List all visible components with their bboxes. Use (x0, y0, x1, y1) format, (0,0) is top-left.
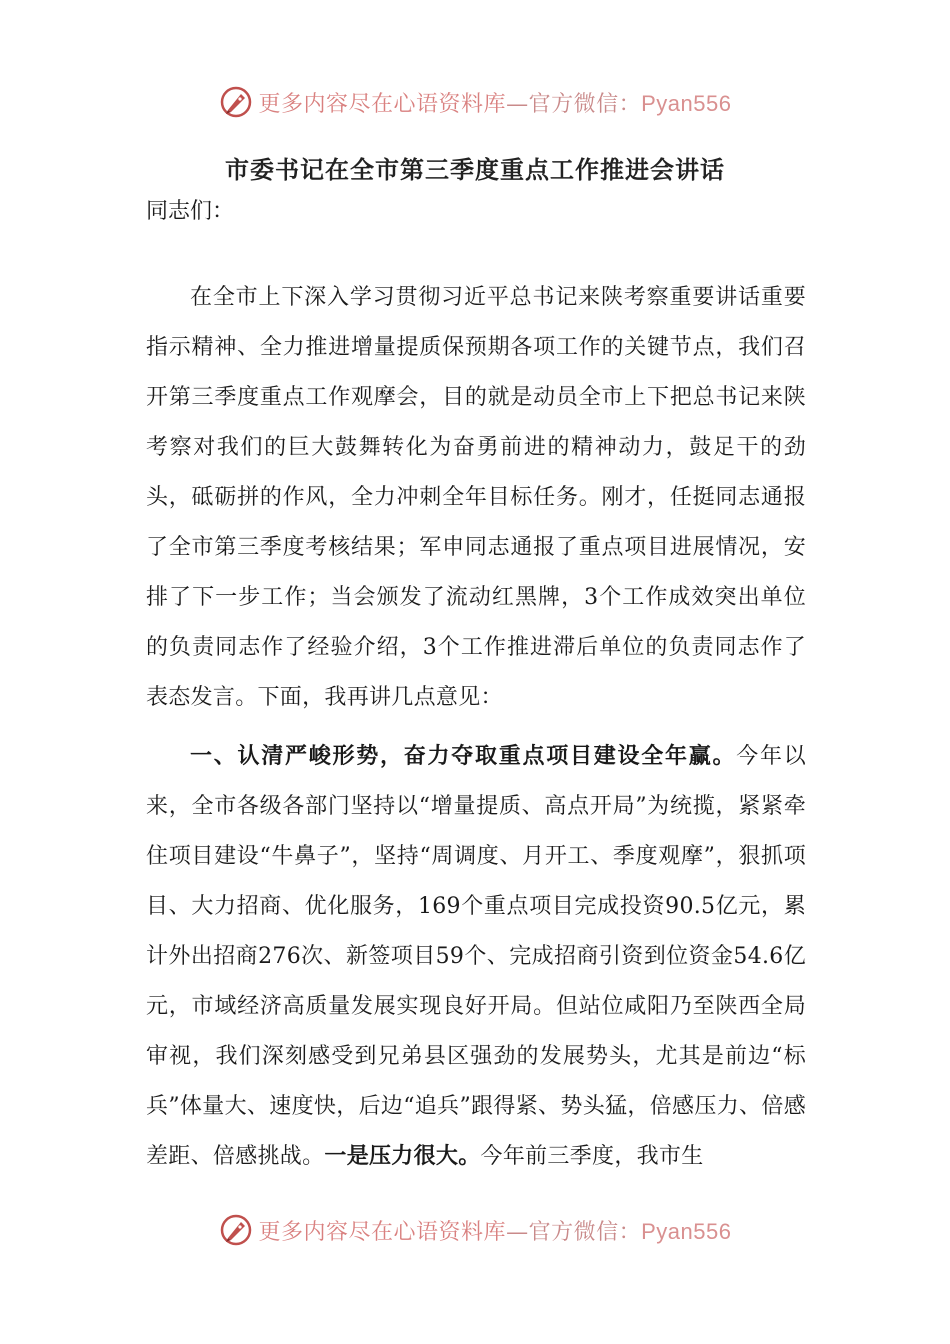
greeting: 同志们： (146, 199, 235, 224)
header-banner-text: 更多内容尽在心语资料库—官方微信：Pyan556 (258, 90, 732, 117)
section-1-heading: 一、认清严峻形势，奋力夺取重点项目建设全年赢。 (190, 744, 737, 769)
section-1-body: 今年以来，全市各级各部门坚持以“增量提质、高点开局”为统揽，紧紧牵住项目建设“牛鼻子”，坚持“周调度、月开工、季度观摩”，狠抓项目、大力招商、优化服务，169个重点项目完成投资90.5亿元，累计外出招商276次、新签项目59个、完成招商引资到位资金54.6亿元，市域经济高质量发展实现良好开局。但站位咸阳乃至陕西全局审视，我们深刻感受到兄弟县区强劲的发展势头，尤其是前边“标兵”体量大、速度快，后边“追兵”跟得紧、势头猛，倍感压力、倍感差距、倍感挑战。 (146, 744, 806, 1169)
pen-nib-logo-icon (219, 85, 253, 119)
pen-nib-logo-icon (219, 1213, 253, 1247)
paragraph-intro: 在全市上下深入学习贯彻习近平总书记来陕考察重要讲话重要指示精神、全力推进增量提质保预期各项工作的关键节点，我们召开第三季度重点工作观摩会，目的就是动员全市上下把总书记来陕考察对我们的巨大鼓舞转化为奋勇前进的精神动力，鼓足干的劲头，砥砺拼的作风，全力冲刺全年目标任务。刚才，任挺同志通报了全市第三季度考核结果；军申同志通报了重点项目进展情况，安排了下一步工作；当会颁发了流动红黑牌，3个工作成效突出单位的负责同志作了经验介绍，3个工作推进滞后单位的负责同志作了表态发言。下面，我再讲几点意见： (146, 285, 806, 710)
point-1-body: 今年前三季度，我市生 (480, 1144, 704, 1169)
footer-banner-text: 更多内容尽在心语资料库—官方微信：Pyan556 (258, 1218, 732, 1245)
point-1-heading: 一是压力很大。 (324, 1144, 481, 1169)
paragraph-section-1 (146, 732, 806, 1182)
document-title: 市委书记在全市第三季度重点工作推进会讲话 (225, 156, 725, 184)
header-banner (0, 82, 950, 122)
footer-banner (0, 1210, 950, 1250)
